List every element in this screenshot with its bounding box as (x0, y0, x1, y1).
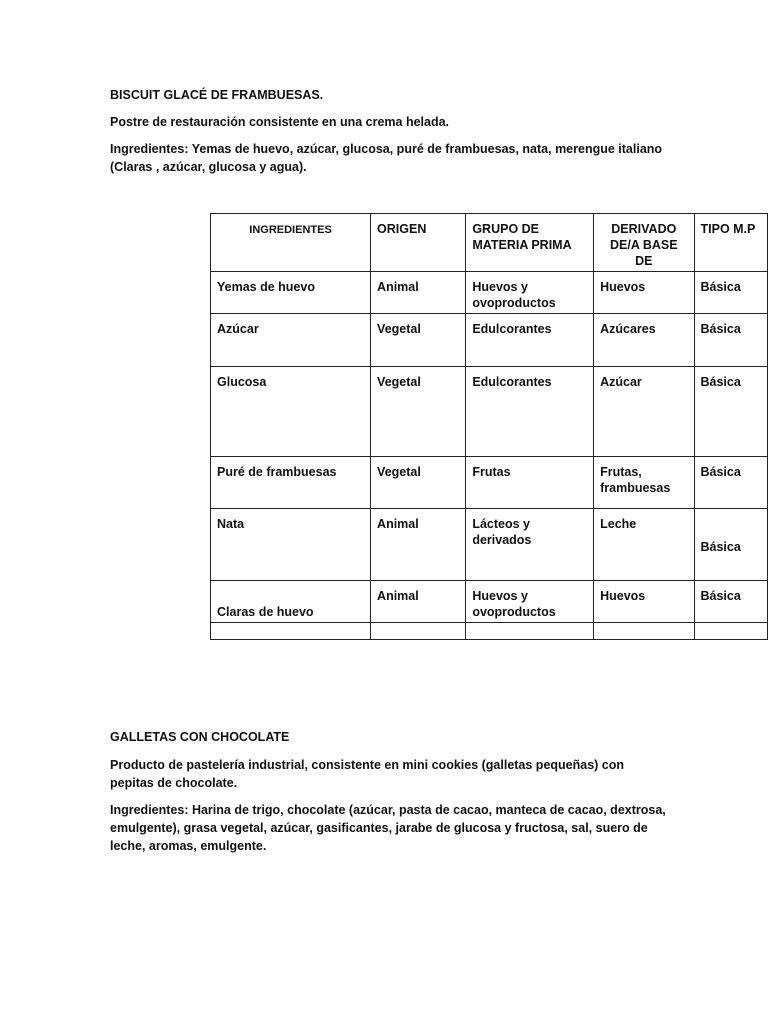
table-cell: Claras de huevo (211, 581, 371, 623)
header-derivado: DERIVADO DE/A BASE DE (594, 214, 694, 272)
table-cell: Azúcar (594, 367, 694, 457)
header-ingredientes: INGREDIENTES (211, 214, 371, 272)
table-row (211, 457, 768, 509)
table-cell: Básica (694, 314, 768, 367)
table-cell: Edulcorantes (466, 314, 594, 367)
table-cell: Lácteos y derivados (466, 509, 594, 581)
table-cell: Vegetal (371, 314, 466, 367)
table-cell (211, 623, 371, 640)
table-cell: Huevos y ovoproductos (466, 581, 594, 623)
ingredients-table (210, 213, 768, 640)
table-row (211, 509, 768, 581)
table-cell: Básica (694, 509, 768, 581)
table-cell: Huevos y ovoproductos (466, 272, 594, 314)
section2-title: GALLETAS CON CHOCOLATE (110, 730, 290, 744)
section2-description-line2: pepitas de chocolate. (110, 776, 238, 790)
table-cell: Glucosa (211, 367, 371, 457)
table-row (211, 314, 768, 367)
table-cell: Huevos (594, 272, 694, 314)
table-cell: Huevos (594, 581, 694, 623)
section2-description-line1: Producto de pastelería industrial, consistente en mini cookies (galletas pequeñas) con (110, 758, 625, 772)
table-cell: Frutas, frambuesas (594, 457, 694, 509)
table-cell: Azúcares (594, 314, 694, 367)
table-cell: Leche (594, 509, 694, 581)
table-cell: Básica (694, 367, 768, 457)
header-grupo: GRUPO DE MATERIA PRIMA (466, 214, 594, 272)
section1-ingredients-line1: Ingredientes: Yemas de huevo, azúcar, glucosa, puré de frambuesas, nata, merengue italiano (110, 142, 663, 156)
table-header-row (211, 214, 768, 272)
table-cell: Yemas de huevo (211, 272, 371, 314)
table-cell: Edulcorantes (466, 367, 594, 457)
section2-ingredients-line3: leche, aromas, emulgente. (110, 839, 267, 853)
table-cell: Nata (211, 509, 371, 581)
table-cell: Azúcar (211, 314, 371, 367)
table-cell (371, 623, 466, 640)
table-cell: Frutas (466, 457, 594, 509)
table-row (211, 623, 768, 640)
section2-ingredients-line1: Ingredientes: Harina de trigo, chocolate (azúcar, pasta de cacao, manteca de cacao, dextrosa, (110, 803, 666, 817)
header-tipo: TIPO M.P (694, 214, 768, 272)
section2-ingredients-line2: emulgente), grasa vegetal, azúcar, gasificantes, jarabe de glucosa y fructosa, sal, suero de (110, 821, 648, 835)
table-row (211, 367, 768, 457)
section1-description: Postre de restauración consistente en una crema helada. (110, 115, 450, 129)
table-cell: Básica (694, 457, 768, 509)
section1-title: BISCUIT GLACÉ DE FRAMBUESAS. (110, 88, 324, 102)
table-cell: Básica (694, 272, 768, 314)
table-cell: Vegetal (371, 457, 466, 509)
header-origen: ORIGEN (371, 214, 466, 272)
table-row (211, 581, 768, 623)
table-cell (694, 623, 768, 640)
table-cell: Animal (371, 581, 466, 623)
table-cell: Animal (371, 272, 466, 314)
table-cell (466, 623, 594, 640)
table-cell: Puré de frambuesas (211, 457, 371, 509)
table-row (211, 272, 768, 314)
table-cell: Vegetal (371, 367, 466, 457)
table-cell: Básica (694, 581, 768, 623)
section1-ingredients-line2: (Claras , azúcar, glucosa y agua). (110, 160, 307, 174)
table-cell: Animal (371, 509, 466, 581)
table-cell (594, 623, 694, 640)
